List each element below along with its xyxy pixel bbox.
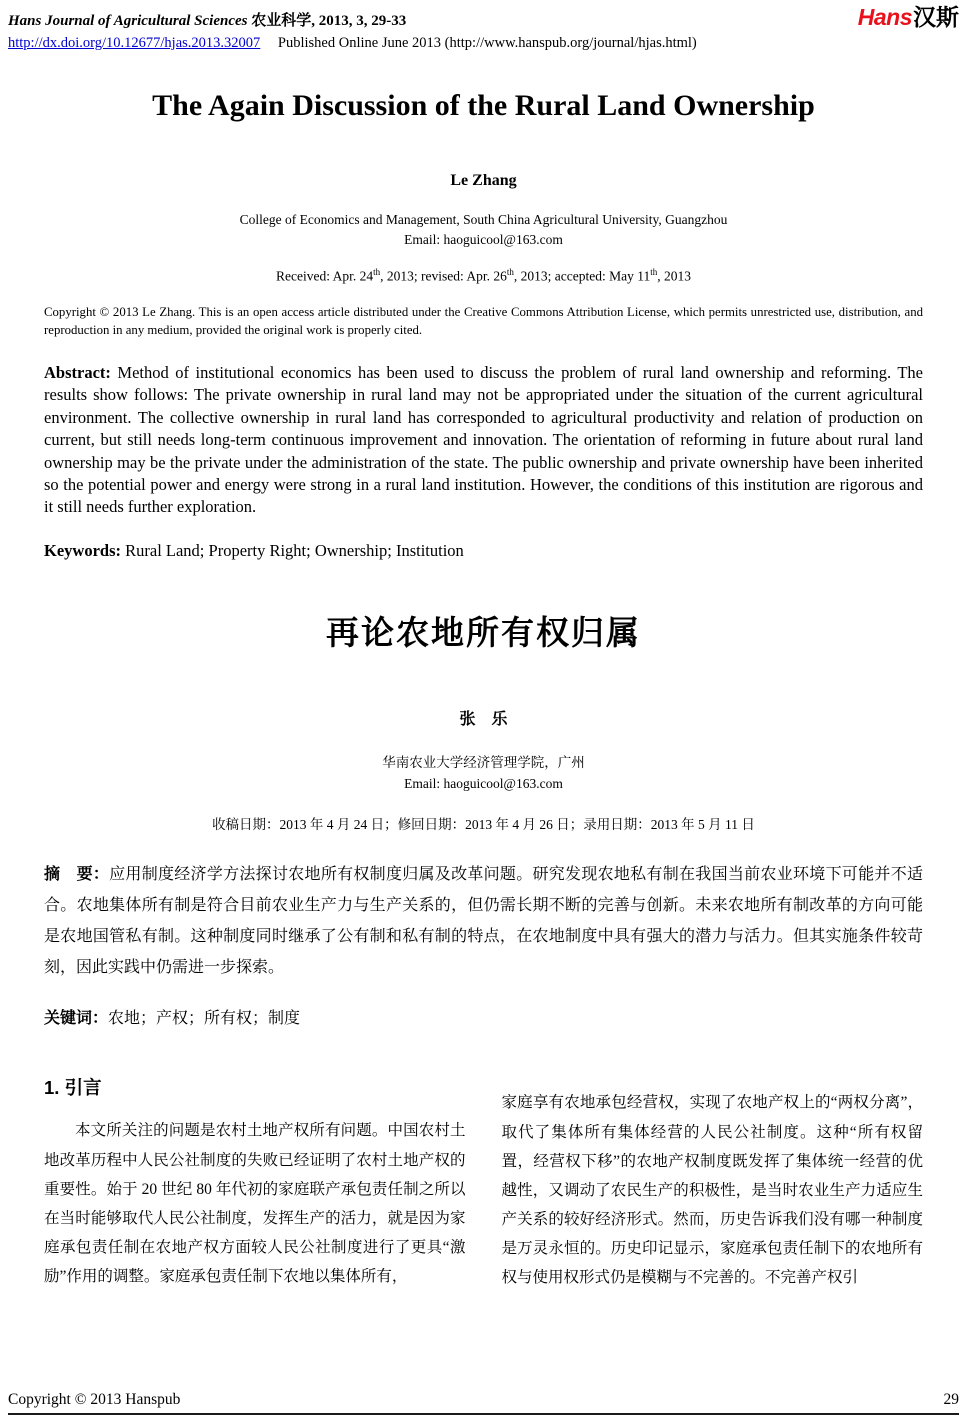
- header-row-2: [8, 35, 959, 52]
- received-superscript: th: [373, 266, 381, 277]
- keywords-en: [44, 541, 923, 561]
- footer-copyright: Copyright © 2013 Hanspub: [8, 1391, 181, 1408]
- abstract-en: [44, 362, 923, 519]
- hans-logo-cn-text: 汉斯: [913, 4, 959, 30]
- published-info: Published Online June 2013 (http://www.hanspub.org/journal/hjas.html): [277, 35, 697, 51]
- footer-row: [8, 1391, 959, 1413]
- received-part: , 2013; revised: Apr. 26: [380, 268, 507, 283]
- dates-cn: 收稿日期：2013 年 4 月 24 日；修回日期：2013 年 4 月 26 日；录用日期：2013 年 5 月 11 日: [212, 816, 755, 832]
- abstract-cn: [44, 859, 923, 984]
- received-part: , 2013: [657, 268, 691, 283]
- keywords-cn: [44, 1005, 923, 1028]
- affiliation-block-cn: [44, 753, 923, 795]
- page-number: 29: [943, 1391, 959, 1408]
- keywords-label-en: Keywords:: [44, 540, 121, 560]
- abstract-text-cn: 应用制度经济学方法探讨农地所有权制度归属及改革问题。研究发现农地私有制在我国当前农业环境下可能并不适合。农地集体所有制是符合目前农业生产力与生产关系的，但仍需长期不断的完善与创新。未来农地所有制改革的方向可能是农地国管私有制。这种制度同时继承了公有制和私有制的特点，在农地制度中具有强大的潜力与活力。但其实施条件较苛刻，因此实践中仍需进一步探索。: [44, 865, 923, 977]
- email-en: Email: haoguicool@163.com: [404, 232, 563, 248]
- copyright-notice: Copyright © 2013 Le Zhang. This is an open access article distributed under the Creative Commons Attribution License, which permits unrestricted use, distribution, and reproduction in any medium, provided the original work is properly cited.: [44, 305, 923, 337]
- author-en: Le Zhang: [450, 172, 517, 189]
- email-cn: Email: haoguicool@163.com: [404, 775, 563, 791]
- section-1-heading: 1. 引言: [44, 1077, 102, 1099]
- doi-link[interactable]: http://dx.doi.org/10.12677/hjas.2013.32007: [8, 35, 261, 51]
- hans-logo-en-text: Hans: [857, 4, 912, 30]
- footer-rule: [8, 1413, 959, 1415]
- author-cn: 张 乐: [459, 710, 508, 728]
- received-line: [44, 267, 923, 285]
- journal-name-en: Hans Journal of Agricultural Sciences: [8, 13, 248, 29]
- abstract-text-en: Method of institutional economics has been used to discuss the problem of rural land ownership and reforming. The results show follows: The private ownership in rural land may not be appropriated under the situation of the current agricultural environment. The collective ownership in rural land has corresponded to agricultural productivity and relation of production on current, but still needs long-term continuous improvement and innovation. The orientation of reforming in future about rural land ownership may be the private under the administration of the state. The public ownership and private ownership have been inherited so the potential power and energy were strong in a rural land institution. However, the conditions of this institution are rigorous and it still needs further exploration.: [44, 362, 923, 517]
- abstract-label-cn: 摘 要：: [44, 865, 110, 883]
- article-title-cn: 再论农地所有权归属: [326, 613, 641, 651]
- section-1-paragraph-left: 本文所关注的问题是农村土地产权所有问题。中国农村土地改革历程中人民公社制度的失败已经证明了农村土地产权的重要性。始于 20 世纪 80 年代初的家庭联产承包责任制之所以在当时能够取代人民公社制度，发挥生产的活力，就是因为家庭承包责任制在农地产权方面较人民公社制度进行了更具“激励”作用的调整。家庭承包责任制下农地以集体所有，: [44, 1122, 466, 1286]
- journal-issue-info: 农业科学, 2013, 3, 29-33: [251, 13, 407, 29]
- journal-header: [8, 6, 959, 52]
- received-part: Received: Apr. 24: [276, 268, 374, 283]
- column-left: [44, 1074, 466, 1292]
- article-title-en: The Again Discussion of the Rural Land Ownership: [152, 89, 815, 122]
- keywords-label-cn: 关键词：: [44, 1010, 109, 1028]
- affiliation-cn: 华南农业大学经济管理学院，广州: [382, 754, 585, 770]
- hans-logo: [858, 6, 959, 29]
- keywords-text-cn: 农地；产权；所有权；制度: [108, 1010, 301, 1028]
- column-right: [502, 1074, 924, 1292]
- affiliation-block-en: [44, 210, 923, 251]
- affiliation-en: College of Economics and Management, South China Agricultural University, Guangzhou: [239, 212, 728, 227]
- header-row-1: [8, 6, 959, 30]
- journal-title: [8, 6, 406, 30]
- body-columns: [44, 1074, 923, 1292]
- section-1-paragraph-right: 家庭享有农地承包经营权，实现了农地产权上的“两权分离”，取代了集体所有集体经营的人民公社制度。这种“所有权留置，经营权下移”的农地产权制度既发挥了集体统一经营的优越性，又调动了农民生产的积极性，是当时农业生产力适应生产关系的较好经济形式。然而，历史告诉我们没有哪一种制度是万灵永恒的。历史印记显示，家庭承包责任制下的农地所有权与使用权形式仍是模糊与不完善的。不完善产权引: [501, 1094, 923, 1287]
- received-superscript: th: [506, 266, 514, 277]
- page-footer: [8, 1391, 959, 1415]
- abstract-label-en: Abstract:: [44, 362, 111, 382]
- received-superscript: th: [650, 266, 658, 277]
- received-part: , 2013; accepted: May 11: [513, 268, 651, 283]
- keywords-text-en: Rural Land; Property Right; Ownership; Institution: [125, 540, 464, 560]
- article-content: [8, 88, 959, 1292]
